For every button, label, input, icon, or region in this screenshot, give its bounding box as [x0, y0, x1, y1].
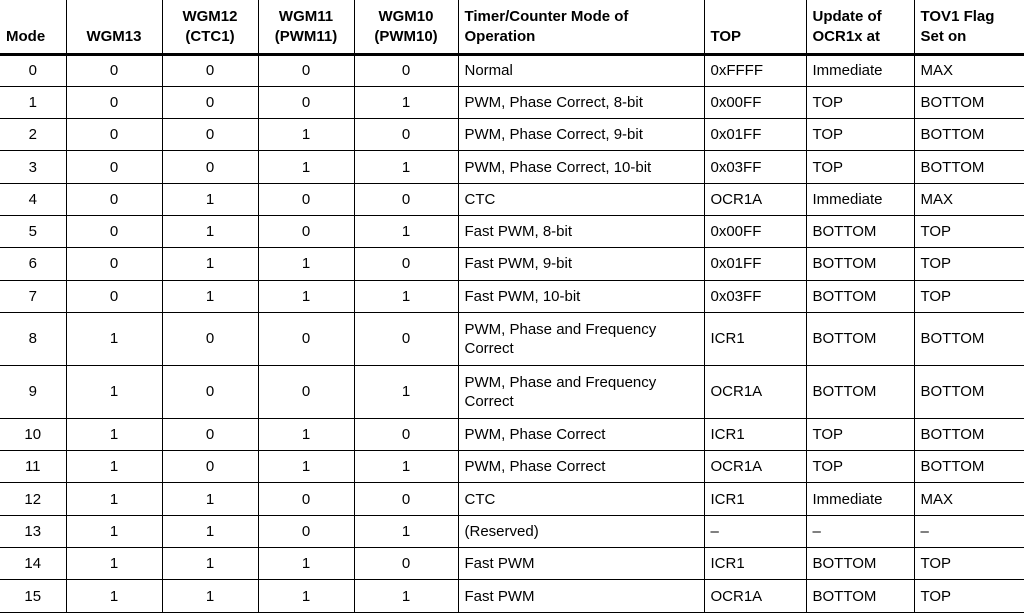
cell-update: Immediate	[806, 54, 914, 86]
cell-tov1: TOP	[914, 215, 1024, 247]
header-wgm11: WGM11 (PWM11)	[258, 0, 354, 54]
table-row	[0, 418, 1024, 450]
cell-wgm11: 0	[258, 183, 354, 215]
cell-operation	[458, 280, 704, 312]
cell-wgm11: 1	[258, 548, 354, 580]
cell-wgm10: 1	[354, 515, 458, 547]
cell-tov1: TOP	[914, 580, 1024, 612]
table-row	[0, 86, 1024, 118]
cell-wgm12: 0	[162, 54, 258, 86]
cell-top: OCR1A	[704, 183, 806, 215]
cell-mode: 2	[0, 119, 66, 151]
cell-top: 0x01FF	[704, 248, 806, 280]
cell-wgm10: 1	[354, 451, 458, 483]
cell-wgm12: 1	[162, 483, 258, 515]
table-row	[0, 483, 1024, 515]
cell-update: BOTTOM	[806, 248, 914, 280]
cell-mode: 4	[0, 183, 66, 215]
cell-wgm10: 1	[354, 280, 458, 312]
header-tov1-flag: TOV1 Flag Set on	[914, 0, 1024, 54]
cell-wgm13: 0	[66, 86, 162, 118]
cell-operation	[458, 515, 704, 547]
cell-wgm13: 0	[66, 183, 162, 215]
cell-update: TOP	[806, 119, 914, 151]
cell-wgm13: 0	[66, 151, 162, 183]
cell-tov1: BOTTOM	[914, 451, 1024, 483]
table-row	[0, 515, 1024, 547]
cell-tov1: BOTTOM	[914, 119, 1024, 151]
table-row	[0, 248, 1024, 280]
cell-wgm10: 0	[354, 548, 458, 580]
table-row	[0, 451, 1024, 483]
cell-wgm10: 0	[354, 119, 458, 151]
cell-wgm10: 0	[354, 418, 458, 450]
cell-tov1: MAX	[914, 54, 1024, 86]
cell-wgm12: 1	[162, 515, 258, 547]
cell-wgm13: 1	[66, 418, 162, 450]
cell-operation-line1: CTC	[464, 490, 496, 508]
cell-update: TOP	[806, 86, 914, 118]
cell-operation-line1: PWM, Phase and Frequency	[464, 373, 657, 391]
cell-update: BOTTOM	[806, 548, 914, 580]
cell-wgm12: 0	[162, 86, 258, 118]
cell-wgm13: 0	[66, 54, 162, 86]
cell-wgm10: 0	[354, 248, 458, 280]
cell-wgm11: 1	[258, 451, 354, 483]
cell-mode: 3	[0, 151, 66, 183]
cell-mode: 6	[0, 248, 66, 280]
header-wgm10: WGM10 (PWM10)	[354, 0, 458, 54]
header-update-ocr1x: Update of OCR1x at	[806, 0, 914, 54]
cell-top: 0x01FF	[704, 119, 806, 151]
cell-tov1: BOTTOM	[914, 312, 1024, 365]
cell-tov1: BOTTOM	[914, 151, 1024, 183]
header-wgm12: WGM12 (CTC1)	[162, 0, 258, 54]
cell-mode: 1	[0, 86, 66, 118]
cell-tov1: MAX	[914, 183, 1024, 215]
table-row	[0, 365, 1024, 418]
cell-operation	[458, 183, 704, 215]
cell-operation-line2: Correct	[464, 392, 514, 410]
cell-top: OCR1A	[704, 365, 806, 418]
cell-operation-line1: Fast PWM, 8-bit	[464, 223, 573, 241]
cell-wgm10: 1	[354, 86, 458, 118]
cell-update: TOP	[806, 151, 914, 183]
cell-wgm11: 0	[258, 483, 354, 515]
cell-wgm11: 1	[258, 248, 354, 280]
cell-wgm11: 0	[258, 54, 354, 86]
cell-update: TOP	[806, 418, 914, 450]
header-mode: Mode	[0, 0, 66, 54]
cell-update: Immediate	[806, 483, 914, 515]
cell-wgm11: 0	[258, 515, 354, 547]
cell-top: –	[704, 515, 806, 547]
table-row	[0, 280, 1024, 312]
cell-wgm11: 1	[258, 580, 354, 612]
header-top: TOP	[704, 0, 806, 54]
cell-operation-line1: (Reserved)	[464, 522, 539, 540]
cell-mode: 15	[0, 580, 66, 612]
cell-top: 0xFFFF	[704, 54, 806, 86]
cell-operation-line1: PWM, Phase Correct, 8-bit	[464, 93, 643, 111]
header-row	[0, 0, 1024, 54]
cell-operation-line1: Fast PWM, 9-bit	[464, 255, 573, 273]
header-operation: Timer/Counter Mode of Operation	[458, 0, 704, 54]
cell-wgm13: 1	[66, 548, 162, 580]
cell-update: BOTTOM	[806, 365, 914, 418]
cell-wgm12: 1	[162, 280, 258, 312]
cell-wgm13: 1	[66, 580, 162, 612]
cell-wgm11: 1	[258, 119, 354, 151]
cell-top: OCR1A	[704, 580, 806, 612]
cell-operation-line1: CTC	[464, 190, 496, 208]
header-wgm13: WGM13	[66, 0, 162, 54]
cell-tov1: BOTTOM	[914, 418, 1024, 450]
cell-wgm11: 0	[258, 215, 354, 247]
cell-wgm13: 0	[66, 215, 162, 247]
cell-wgm13: 0	[66, 280, 162, 312]
cell-top: 0x00FF	[704, 215, 806, 247]
cell-update: TOP	[806, 451, 914, 483]
cell-operation-line1: PWM, Phase Correct	[464, 426, 606, 444]
cell-top: ICR1	[704, 548, 806, 580]
cell-operation	[458, 548, 704, 580]
cell-wgm13: 1	[66, 451, 162, 483]
table-row	[0, 183, 1024, 215]
cell-wgm10: 0	[354, 312, 458, 365]
cell-top: ICR1	[704, 418, 806, 450]
cell-top: ICR1	[704, 312, 806, 365]
cell-top: OCR1A	[704, 451, 806, 483]
cell-wgm12: 1	[162, 248, 258, 280]
cell-tov1: BOTTOM	[914, 86, 1024, 118]
cell-wgm10: 1	[354, 151, 458, 183]
cell-operation-line2: Correct	[464, 339, 514, 357]
table-row	[0, 312, 1024, 365]
cell-operation-line1: Normal	[464, 62, 513, 80]
cell-operation	[458, 215, 704, 247]
cell-tov1: –	[914, 515, 1024, 547]
cell-mode: 8	[0, 312, 66, 365]
cell-wgm11: 1	[258, 418, 354, 450]
cell-top: ICR1	[704, 483, 806, 515]
cell-update: Immediate	[806, 183, 914, 215]
cell-top: 0x03FF	[704, 151, 806, 183]
cell-operation	[458, 151, 704, 183]
cell-operation	[458, 54, 704, 86]
cell-update: BOTTOM	[806, 312, 914, 365]
cell-mode: 13	[0, 515, 66, 547]
cell-wgm11: 0	[258, 365, 354, 418]
cell-mode: 9	[0, 365, 66, 418]
cell-wgm12: 0	[162, 119, 258, 151]
cell-wgm12: 1	[162, 580, 258, 612]
cell-tov1: TOP	[914, 548, 1024, 580]
cell-operation	[458, 119, 704, 151]
cell-update: BOTTOM	[806, 215, 914, 247]
cell-tov1: BOTTOM	[914, 365, 1024, 418]
cell-wgm12: 1	[162, 215, 258, 247]
cell-mode: 14	[0, 548, 66, 580]
cell-wgm13: 1	[66, 312, 162, 365]
cell-wgm12: 0	[162, 312, 258, 365]
cell-operation	[458, 580, 704, 612]
cell-update: BOTTOM	[806, 580, 914, 612]
cell-mode: 7	[0, 280, 66, 312]
cell-wgm10: 0	[354, 183, 458, 215]
table-row	[0, 151, 1024, 183]
cell-wgm11: 0	[258, 312, 354, 365]
cell-operation-line1: Fast PWM	[464, 555, 535, 573]
cell-operation	[458, 312, 704, 365]
cell-update: BOTTOM	[806, 280, 914, 312]
cell-top: 0x00FF	[704, 86, 806, 118]
cell-tov1: TOP	[914, 248, 1024, 280]
cell-top: 0x03FF	[704, 280, 806, 312]
cell-operation	[458, 483, 704, 515]
cell-wgm13: 1	[66, 365, 162, 418]
cell-operation	[458, 365, 704, 418]
cell-wgm11: 1	[258, 280, 354, 312]
table-row	[0, 580, 1024, 612]
cell-wgm12: 1	[162, 183, 258, 215]
cell-wgm11: 0	[258, 86, 354, 118]
cell-wgm12: 0	[162, 365, 258, 418]
cell-operation-line1: PWM, Phase Correct, 10-bit	[464, 158, 652, 176]
cell-operation-line1: PWM, Phase Correct	[464, 458, 606, 476]
cell-wgm13: 1	[66, 483, 162, 515]
cell-wgm12: 0	[162, 151, 258, 183]
cell-wgm12: 0	[162, 418, 258, 450]
cell-wgm10: 0	[354, 483, 458, 515]
cell-operation-line1: Fast PWM, 10-bit	[464, 287, 581, 305]
cell-operation	[458, 248, 704, 280]
cell-wgm13: 1	[66, 515, 162, 547]
table-row	[0, 548, 1024, 580]
cell-mode: 11	[0, 451, 66, 483]
cell-wgm13: 0	[66, 248, 162, 280]
cell-operation	[458, 418, 704, 450]
cell-operation	[458, 86, 704, 118]
cell-wgm12: 0	[162, 451, 258, 483]
cell-update: –	[806, 515, 914, 547]
table-body	[0, 54, 1024, 612]
table-row	[0, 119, 1024, 151]
cell-wgm10: 1	[354, 580, 458, 612]
cell-tov1: MAX	[914, 483, 1024, 515]
cell-mode: 10	[0, 418, 66, 450]
table-row	[0, 215, 1024, 247]
table-row	[0, 54, 1024, 86]
cell-wgm12: 1	[162, 548, 258, 580]
cell-wgm10: 1	[354, 365, 458, 418]
cell-wgm10: 0	[354, 54, 458, 86]
cell-operation-line1: PWM, Phase Correct, 9-bit	[464, 126, 643, 144]
cell-wgm10: 1	[354, 215, 458, 247]
cell-tov1: TOP	[914, 280, 1024, 312]
cell-wgm11: 1	[258, 151, 354, 183]
cell-mode: 0	[0, 54, 66, 86]
cell-operation-line1: PWM, Phase and Frequency	[464, 320, 657, 338]
cell-operation-line1: Fast PWM	[464, 587, 535, 605]
cell-mode: 12	[0, 483, 66, 515]
cell-wgm13: 0	[66, 119, 162, 151]
cell-operation	[458, 451, 704, 483]
cell-mode: 5	[0, 215, 66, 247]
